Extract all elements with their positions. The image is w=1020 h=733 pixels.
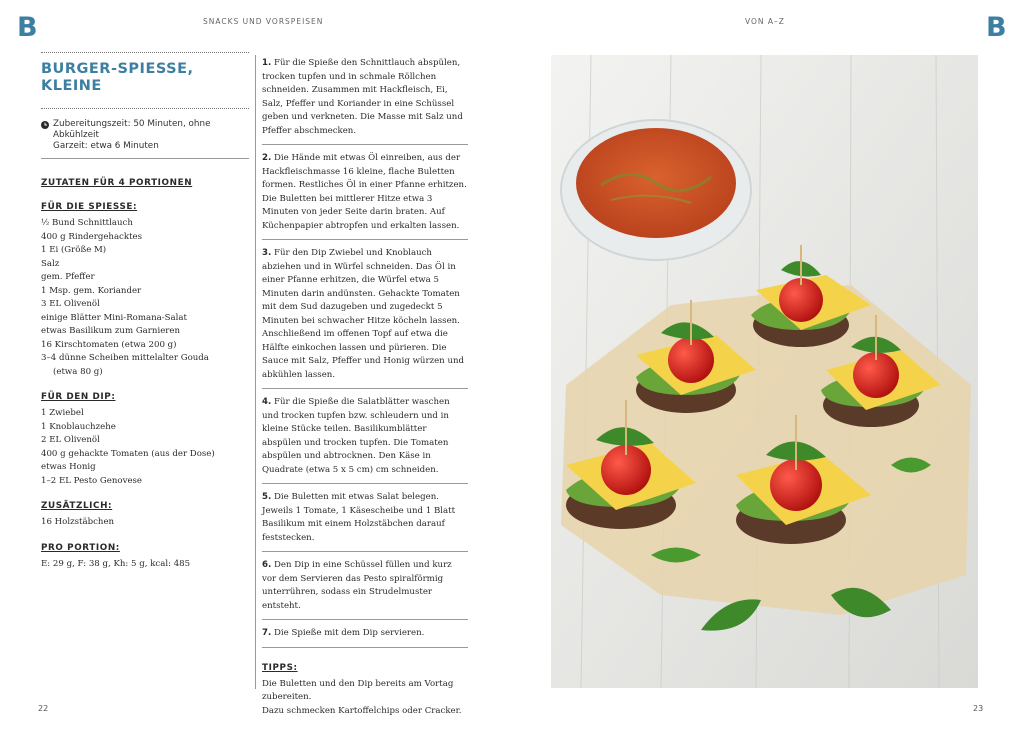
recipe-title: BURGER-SPIESSE, KLEINE: [41, 61, 194, 94]
step-number: 6.: [262, 560, 272, 570]
step-text: Die Spieße mit dem Dip servieren.: [273, 628, 425, 638]
step-3: [262, 247, 468, 389]
running-head-left: SNACKS UND VORSPEISEN: [203, 17, 324, 26]
step-number: 3.: [262, 248, 272, 258]
step-number: 1.: [262, 58, 272, 68]
ingredient-item: 1 Ei (Größe M): [41, 245, 107, 255]
cook-time: Garzeit: etwa 6 Minuten: [53, 141, 159, 151]
ingredient-item: 400 g gehackte Tomaten (aus der Dose): [41, 448, 215, 459]
prep-info: [41, 119, 249, 159]
ingredient-list-zusaetzlich: [41, 516, 249, 530]
ingredient-item: 1 Msp. gem. Koriander: [41, 285, 142, 296]
ingredient-item: ½ Bund Schnittlauch: [41, 218, 133, 228]
ingredient-list-spiesse: [41, 217, 249, 379]
column-divider: [255, 55, 256, 689]
ingredient-item: einige Blätter Mini-Romana-Salat: [41, 312, 188, 323]
ingredient-list-dip: [41, 407, 249, 488]
ingredients-column: [41, 52, 249, 571]
ingredient-item: etwas Basilikum zum Garnieren: [41, 326, 181, 336]
section-heading-spiesse: FÜR DIE SPIESSE:: [41, 202, 138, 212]
burger-skewers-illustration: [551, 55, 978, 688]
steps-column: [262, 57, 468, 718]
ingredient-item: 3 EL Olivenöl: [41, 299, 100, 309]
title-top-divider: [41, 52, 249, 53]
ingredient-item: 16 Holzstäbchen: [41, 517, 115, 527]
step-text: Für den Dip Zwiebel und Knoblauch abziehen und in Würfel schneiden. Das Öl in einer Pfanne erhitzen, die Würfel etwa 5 Minuten darin andünsten. Gehackte Tomaten mit dem Sud dazugeben und zugedeckt 5 Minuten bei schwacher Hitze köcheln lassen. Anschließend im offenen Topf auf etwa die Hälfte einkochen lassen und pürieren. Die Sauce mit Salz, Pfeffer und Honig würzen und abkühlen lassen.: [262, 248, 465, 380]
ingredient-item: 1 Zwiebel: [41, 408, 84, 418]
section-heading-nutrition: PRO PORTION:: [41, 542, 120, 553]
page-number-left: 22: [38, 704, 49, 713]
tips-text: [262, 678, 468, 719]
step-1: [262, 57, 468, 145]
step-5: [262, 491, 468, 552]
ingredient-item: 3–4 dünne Scheiben mittelalter Gouda: [41, 353, 209, 363]
step-text: Die Buletten mit etwas Salat belegen. Jeweils 1 Tomate, 1 Käsescheibe und 1 Blatt Basilikum mit einem Holzstäbchen darauf feststecken.: [262, 492, 456, 543]
ingredient-item: Salz: [41, 258, 60, 269]
step-7: [262, 627, 468, 648]
page-number-right: 23: [973, 704, 984, 713]
step-number: 2.: [262, 153, 272, 163]
prep-time: Zubereitungszeit: 50 Minuten, ohne Abkühlzeit: [53, 119, 211, 140]
ingredient-item: 2 EL Olivenöl: [41, 435, 100, 445]
nutrition-info: [41, 558, 249, 572]
ingredient-item: 1 Knoblauchzehe: [41, 421, 116, 432]
tip-item: Die Buletten und den Dip bereits am Vortag zubereiten.: [262, 678, 454, 702]
step-text: Den Dip in eine Schüssel füllen und kurz vor dem Servieren das Pesto spiralförmig unterrühren, sodass ein Strudelmuster entsteht.: [262, 560, 452, 611]
running-head-right: VON A–Z: [745, 17, 785, 26]
recipe-photo: [551, 55, 978, 688]
clock-icon: [41, 121, 49, 129]
title-bottom-divider: [41, 108, 249, 109]
step-text: Für die Spieße die Salatblätter waschen und trocken tupfen bzw. schleudern und in kleine Stücke teilen. Basilikumblätter abspülen und trocken tupfen. Die Tomaten abspülen und abtrocknen. Den Käse in Quadrate (etwa 5 x 5 cm) cm schneiden.: [262, 397, 450, 475]
ingredient-item: etwas Honig: [41, 462, 96, 472]
section-letter-left: B: [17, 12, 38, 43]
servings-heading: ZUTATEN FÜR 4 PORTIONEN: [41, 178, 193, 188]
step-4: [262, 396, 468, 484]
tip-item: Dazu schmecken Kartoffelchips oder Cracker.: [262, 705, 462, 716]
step-text: Für die Spieße den Schnittlauch abspülen, trocken tupfen und in schmale Röllchen schneiden. Zusammen mit Hackfleisch, Ei, Salz, Pfeffer und Koriander in eine Schüssel geben und verkneten. Die Masse mit Salz und Pfeffer abschmecken.: [262, 58, 463, 136]
ingredient-item: gem. Pfeffer: [41, 272, 95, 282]
tips-heading: TIPPS:: [262, 662, 298, 673]
step-text: Die Hände mit etwas Öl einreiben, aus der Hackfleischmasse 16 kleine, flache Buletten formen. Restliches Öl in einer Pfanne erhitzen. Die Buletten bei mittlerer Hitze etwa 3 Minuten von jeder Seite darin braten. Auf Küchenpapier abtropfen und erkalten lassen.: [262, 153, 467, 231]
nutrition-values: E: 29 g, F: 38 g, Kh: 5 g, kcal: 485: [41, 558, 191, 569]
ingredient-item: 400 g Rindergehacktes: [41, 231, 143, 242]
section-heading-dip: FÜR DEN DIP:: [41, 392, 116, 402]
ingredient-item: (etwa 80 g): [53, 366, 103, 377]
ingredient-item: 1–2 EL Pesto Genovese: [41, 475, 143, 486]
step-number: 5.: [262, 492, 272, 502]
ingredient-item: 16 Kirschtomaten (etwa 200 g): [41, 339, 177, 350]
step-2: [262, 152, 468, 240]
step-number: 7.: [262, 628, 272, 638]
section-letter-right: B: [986, 12, 1007, 43]
step-number: 4.: [262, 397, 272, 407]
section-heading-zusaetzlich: ZUSÄTZLICH:: [41, 501, 113, 511]
step-6: [262, 559, 468, 620]
